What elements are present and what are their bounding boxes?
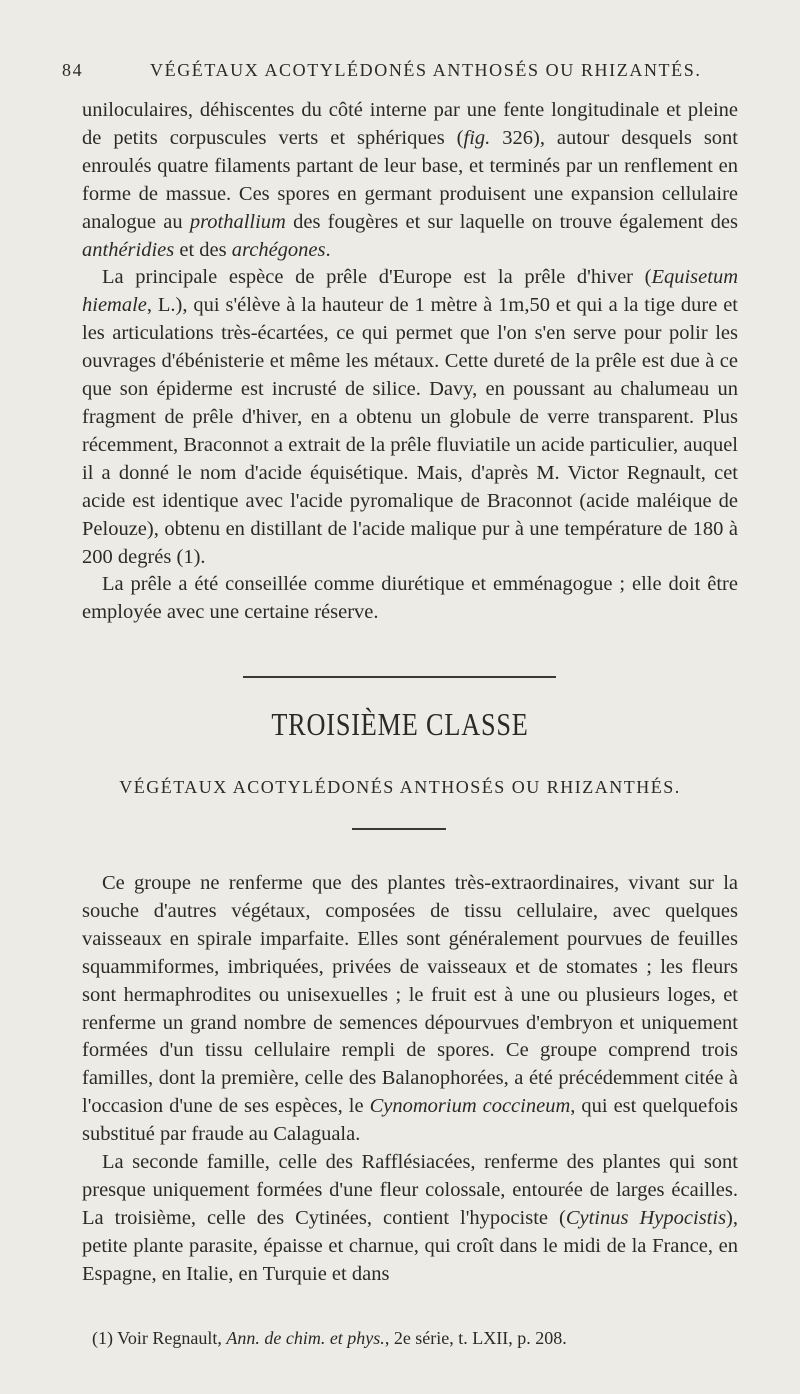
section-rule-bottom	[352, 828, 446, 830]
text-run: Ce groupe ne renferme que des plantes très-extraordinaires, vivant sur la souche d'autres végétaux, composées de tissu cellulaire, avec quelques vaisseaux en spirale imparfaite. Elles sont généralement pourvues de feuilles squammiformes, imbriquées, privées de vaisseaux et de stomates ; les fleurs sont hermaphrodites ou unisexuelles ; le fruit est à une ou plusieurs loges, et renferme un grand nombre de semences dépourvues d'embryon et uniquement formées d'un tissu cellulaire rempli de spores. Ce groupe comprend trois familles, dont la première, celle des Balanophorées, a été précédemment citée à l'occasion d'une de ses espèces, le	[82, 872, 738, 1118]
text-run: La seconde famille, celle des Rafflésiacées, renferme des plantes qui sont presque uniquement formées d'une fleur colossale, entourée de larges écailles. La troisième, celle des Cytinées, contient l'hypociste (	[82, 1151, 738, 1229]
footnote-text-after: , 2e série, t. LXII, p. 208.	[384, 1328, 567, 1348]
text-run: ), petite plante parasite, épaisse et charnue, qui croît dans le midi de la France, en Espagne, en Italie, en Turquie et dans	[82, 1206, 738, 1285]
footnote-journal: Ann. de chim. et phys.	[226, 1328, 385, 1348]
footnote	[92, 1328, 732, 1349]
section-heading: TROISIÈME CLASSE	[271, 706, 529, 742]
text-run: des fougères et sur laquelle on trouve également des	[285, 210, 739, 233]
footnote-text-before: Voir Regnault,	[113, 1328, 227, 1348]
italic-text: Equisetum hiemale	[82, 266, 738, 317]
paragraph	[82, 97, 738, 264]
italic-text: prothallium	[189, 210, 286, 233]
paragraph	[82, 264, 738, 571]
bottom-text-block	[82, 870, 738, 1289]
top-text-block	[82, 97, 738, 627]
italic-text: anthéridies	[82, 238, 175, 261]
paragraph	[82, 571, 738, 627]
running-title: VÉGÉTAUX ACOTYLÉDONÉS ANTHOSÉS OU RHIZANTÉS.	[150, 60, 702, 80]
italic-text: archégones	[231, 238, 326, 261]
text-run: et des	[174, 238, 232, 261]
page-number: 84	[62, 60, 84, 80]
section-subheading: VÉGÉTAUX ACOTYLÉDONÉS ANTHOSÉS OU RHIZANTHÉS.	[119, 777, 681, 797]
italic-text: fig.	[463, 126, 491, 149]
text-run: 326), autour desquels sont enroulés quatre filaments partant de leur base, et terminés par un renflement en forme de massue. Ces spores en germant produisent une expansion cellulaire analogue au	[82, 126, 738, 233]
text-run: , L.), qui s'élève à la hauteur de 1 mètre à 1m,50 et qui a la tige dure et les articulations très-écartées, ce qui permet que l'on s'en serve pour polir les ouvrages d'ébénisterie et même les métaux. Cette dureté de la prêle est due à ce que son épiderme est incrusté de silice. Davy, en poussant au chalumeau un fragment de prêle d'hiver, en a obtenu un globule de verre transparent. Plus récemment, Braconnot a extrait de la prêle fluviatile un acide particulier, auquel il a donné le nom d'acide équisétique. Mais, d'après M. Victor Regnault, cet acide est identique avec l'acide pyromalique de Braconnot (acide maléique de Pelouze), obtenu en distillant de l'acide malique pur à une température de 180 à 200 degrés (1).	[82, 294, 738, 568]
text-run: , qui est quelquefois substitué par fraude au Calaguala.	[82, 1095, 738, 1146]
paragraph	[82, 1149, 738, 1289]
text-run: .	[325, 238, 331, 261]
italic-text: Cytinus Hypocistis	[565, 1206, 727, 1229]
paragraph	[82, 870, 738, 1149]
italic-text: Cynomorium coccineum	[369, 1095, 571, 1118]
text-run: La prêle a été conseillée comme diurétique et emménagogue ; elle doit être employée avec une certaine réserve.	[82, 573, 738, 624]
footnote-marker: (1)	[92, 1328, 113, 1348]
text-run: La principale espèce de prêle d'Europe est la prêle d'hiver (	[102, 266, 652, 289]
text-run: uniloculaires, déhiscentes du côté interne par une fente longitudinale et pleine de petits corpuscules verts et sphériques (	[82, 99, 738, 149]
section-rule-top	[243, 676, 556, 678]
running-header	[62, 60, 738, 90]
